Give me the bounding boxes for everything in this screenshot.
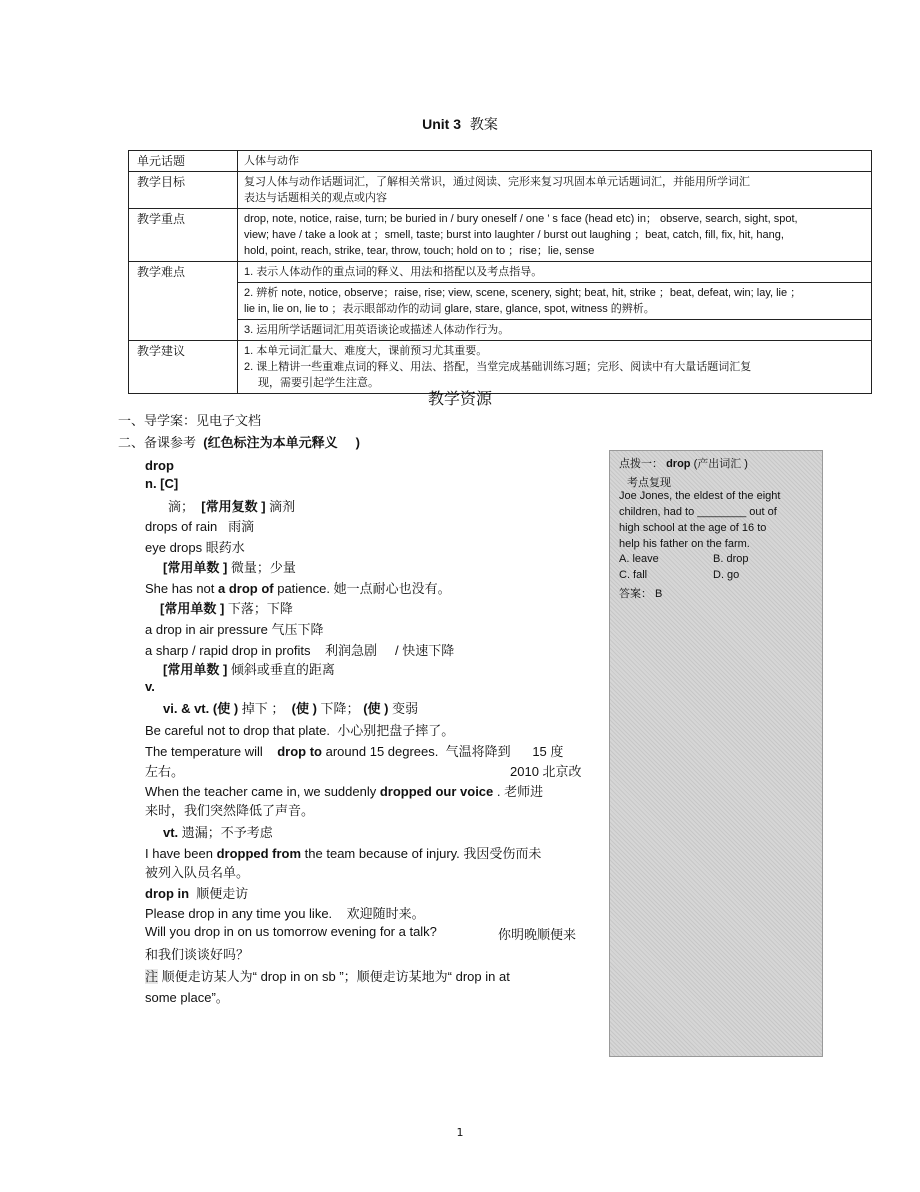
note-text: 顺便走访某人为“ drop in on sb ”；顺便走访某地为“ drop in at bbox=[161, 969, 510, 984]
section-2-note: (红色标注为本单元释义 bbox=[203, 435, 338, 450]
example-8-c: . 老师进 bbox=[493, 784, 544, 799]
example-3 bbox=[145, 578, 451, 597]
option-d: D. go bbox=[713, 569, 740, 581]
sense-4-text: 倾斜或垂直的距离 bbox=[230, 662, 335, 677]
suggestion-line: 1. 本单元词汇量大、难度大，课前预习尤其重要。 bbox=[244, 345, 488, 357]
example-9 bbox=[145, 843, 541, 862]
suggestion-label: 教学建议 bbox=[129, 341, 238, 394]
example-8 bbox=[145, 781, 543, 800]
option-b: B. drop bbox=[713, 553, 749, 565]
example-3-b: a drop of bbox=[218, 581, 274, 596]
sense-1-c: 滴剂 bbox=[269, 499, 296, 514]
verb-sense-3: 变弱 bbox=[392, 701, 419, 716]
headword: drop bbox=[145, 458, 174, 473]
topic-label: 单元话题 bbox=[129, 151, 238, 172]
example-6-zh: 小心别把盘子摔了。 bbox=[337, 723, 455, 738]
table-row bbox=[129, 151, 872, 172]
topic-value: 人体与动作 bbox=[238, 151, 872, 172]
note-marker: 注 bbox=[145, 969, 159, 984]
note-line2: some place”。 bbox=[145, 990, 229, 1005]
example-7-c: around 15 degrees. bbox=[325, 744, 439, 759]
example-4: a drop in air pressure 气压下降 bbox=[145, 622, 324, 637]
example-9-b: dropped from bbox=[216, 846, 302, 861]
question-line: help his father on the farm. bbox=[619, 538, 750, 550]
difficulty-label: 教学难点 bbox=[129, 262, 238, 341]
goal-line: 表达与话题相关的观点或内容 bbox=[244, 192, 387, 204]
vt-sense bbox=[163, 822, 273, 841]
resources-heading: 教学资源 bbox=[427, 389, 492, 408]
verb-tag: v. bbox=[145, 679, 155, 694]
example-9-line2: 被列入队员名单。 bbox=[145, 865, 250, 880]
verb-sense-1: 掉下 ； bbox=[241, 701, 285, 716]
key-line: hold, point, reach, strike, tear, throw, touch; hold on to ；rise；lie, sense bbox=[244, 245, 595, 257]
difficulty-line: lie in, lie on, lie to ；表示眼部动作的动词 glare, stare, glance, spot, witness 的辨析。 bbox=[244, 303, 655, 315]
example-7-e: 15 度 bbox=[532, 744, 564, 759]
option-a: A. leave bbox=[619, 553, 659, 565]
verb-sense-paren: (使 ) bbox=[363, 701, 389, 716]
sense-1 bbox=[168, 496, 295, 515]
sense-4-tag: [常用单数 ] bbox=[163, 662, 228, 677]
goal-line: 复习人体与动作话题词汇，了解相关常识，通过阅读、完形来复习巩固本单元话题词汇，并能用所学词汇 bbox=[244, 176, 750, 188]
example-7-source: 2010 北京改 bbox=[510, 764, 582, 779]
table-row bbox=[129, 172, 872, 209]
sidebar-heading-word: drop bbox=[666, 458, 691, 470]
example-9-c: the team because of injury. 我因受伤而未 bbox=[301, 846, 542, 861]
example-6-en: Be careful not to drop that plate. bbox=[145, 723, 331, 738]
example-11-line2: 和我们谈谈好吗？ bbox=[145, 947, 250, 962]
example-8-b: dropped our voice bbox=[379, 784, 494, 799]
sense-3-text: 下落；下降 bbox=[227, 601, 293, 616]
option-c: C. fall bbox=[619, 569, 648, 581]
sidebar-heading bbox=[619, 455, 748, 471]
key-line: drop, note, notice, raise, turn; be buried in / bury oneself / one ’ s face (head etc) in； observe, search, sight, spot, bbox=[244, 213, 798, 225]
example-5-zh2: / 快速下降 bbox=[395, 643, 455, 658]
note bbox=[145, 966, 510, 985]
example-10 bbox=[145, 903, 425, 922]
example-8-a: When the teacher came in, we suddenly bbox=[145, 784, 380, 799]
suggestion-line: 2. 课上精讲一些重难点词的释义、用法、搭配，当堂完成基础训练习题；完形、阅读中有大量话题词汇复 bbox=[244, 361, 752, 373]
sense-2-tag: [常用单数 ] bbox=[163, 560, 228, 575]
example-2 bbox=[145, 537, 245, 556]
key-line: view; have / take a look at ；smell, taste; burst into laughter / burst out laughing ；beat, catch, fill, fix, hit, hang, bbox=[244, 229, 784, 241]
example-6 bbox=[145, 720, 454, 739]
phrase-meaning: 顺便走访 bbox=[196, 886, 249, 901]
example-1-zh: 雨滴 bbox=[228, 519, 255, 534]
example-11-en: Will you drop in on us tomorrow evening for a talk? bbox=[145, 924, 437, 939]
example-1 bbox=[145, 516, 254, 535]
sidebar-subheading: 考点复现 bbox=[627, 477, 671, 489]
example-1-en: drops of rain bbox=[145, 519, 218, 534]
answer: 答案： B bbox=[619, 588, 663, 600]
difficulty-item: 1. 表示人体动作的重点词的释义、用法和搭配以及考点指导。 bbox=[238, 262, 872, 283]
example-10-en: Please drop in any time you like. bbox=[145, 906, 333, 921]
sense-2-text: 微量；少量 bbox=[230, 560, 296, 575]
example-8-line2: 来时，我们突然降低了声音。 bbox=[145, 803, 315, 818]
title-suffix: 教案 bbox=[469, 117, 498, 133]
phrase-text: drop in bbox=[145, 886, 190, 901]
section-2-prefix: 二、备课参考 bbox=[118, 435, 197, 450]
sense-4 bbox=[163, 659, 335, 678]
phrase bbox=[145, 883, 248, 902]
verb-sense-paren: (使 ) bbox=[212, 701, 239, 716]
suggestion-line: 现，需要引起学生注意。 bbox=[258, 377, 379, 389]
example-7-a: The temperature will bbox=[145, 744, 263, 759]
section-2 bbox=[118, 432, 360, 451]
example-2-zh: 眼药水 bbox=[205, 540, 245, 555]
key-label: 教学重点 bbox=[129, 209, 238, 262]
example-7-d: 气温将降到 bbox=[445, 744, 511, 759]
sidebar-heading-c: (产出词汇 ) bbox=[693, 458, 748, 470]
example-5-en: a sharp / rapid drop in profits bbox=[145, 643, 311, 658]
verb-sense-paren: (使 ) bbox=[291, 701, 317, 716]
difficulty-item: 3. 运用所学话题词汇用英语谈论或描述人体动作行为。 bbox=[238, 320, 872, 341]
example-7-line2: 左右。 bbox=[145, 764, 185, 779]
sidebar-heading-a: 点拨一： bbox=[619, 458, 663, 470]
difficulty-item bbox=[238, 283, 872, 320]
sense-3-tag: [常用单数 ] bbox=[160, 601, 225, 616]
page-title bbox=[0, 114, 920, 134]
question-line: high school at the age of 16 to bbox=[619, 522, 767, 534]
difficulty-line: 2. 辨析 note, notice, observe；raise, rise; view, scene, scenery, sight; beat, hit, strike ；beat, defeat, win; lay, lie ； bbox=[244, 287, 802, 299]
example-11-zh: 你明晚顺便来 bbox=[498, 927, 577, 942]
example-9-a: I have been bbox=[145, 846, 217, 861]
example-3-c: patience. 她一点耐心也没有。 bbox=[273, 581, 451, 596]
table-row bbox=[129, 283, 872, 320]
verb-sense-tag: vi. & vt. bbox=[163, 701, 210, 716]
sense-2 bbox=[163, 557, 296, 576]
vt-tag: vt. bbox=[163, 825, 179, 840]
example-3-a: She has not bbox=[145, 581, 218, 596]
example-2-en: eye drops bbox=[145, 540, 203, 555]
example-5 bbox=[145, 640, 454, 659]
sense-3 bbox=[160, 598, 293, 617]
example-7 bbox=[145, 741, 563, 760]
goal-label: 教学目标 bbox=[129, 172, 238, 209]
sense-1-a: 滴； bbox=[168, 499, 195, 514]
sense-1-tag: [常用复数 ] bbox=[201, 499, 266, 514]
key-value bbox=[238, 209, 872, 262]
section-2-close: ) bbox=[355, 435, 360, 450]
goal-value bbox=[238, 172, 872, 209]
question-line: children, had to ________ out of bbox=[619, 506, 777, 518]
verb-sense bbox=[163, 698, 418, 717]
verb-sense-2: 下降； bbox=[320, 701, 360, 716]
table-row bbox=[129, 262, 872, 283]
example-10-zh: 欢迎随时来。 bbox=[346, 906, 425, 921]
example-7-b: drop to bbox=[277, 744, 322, 759]
question-line: Joe Jones, the eldest of the eight bbox=[619, 490, 781, 502]
example-5-zh1: 利润急剧 bbox=[324, 643, 377, 658]
page-number: 1 bbox=[456, 1126, 464, 1139]
example-11 bbox=[145, 924, 437, 939]
noun-tag: n. [C] bbox=[145, 476, 179, 491]
section-1: 一、导学案：见电子文档 bbox=[118, 413, 262, 428]
lesson-plan-table bbox=[128, 150, 872, 394]
unit-label: Unit 3 bbox=[422, 116, 461, 132]
vt-text: 遗漏；不予考虑 bbox=[181, 825, 273, 840]
table-row bbox=[129, 209, 872, 262]
table-row bbox=[129, 320, 872, 341]
